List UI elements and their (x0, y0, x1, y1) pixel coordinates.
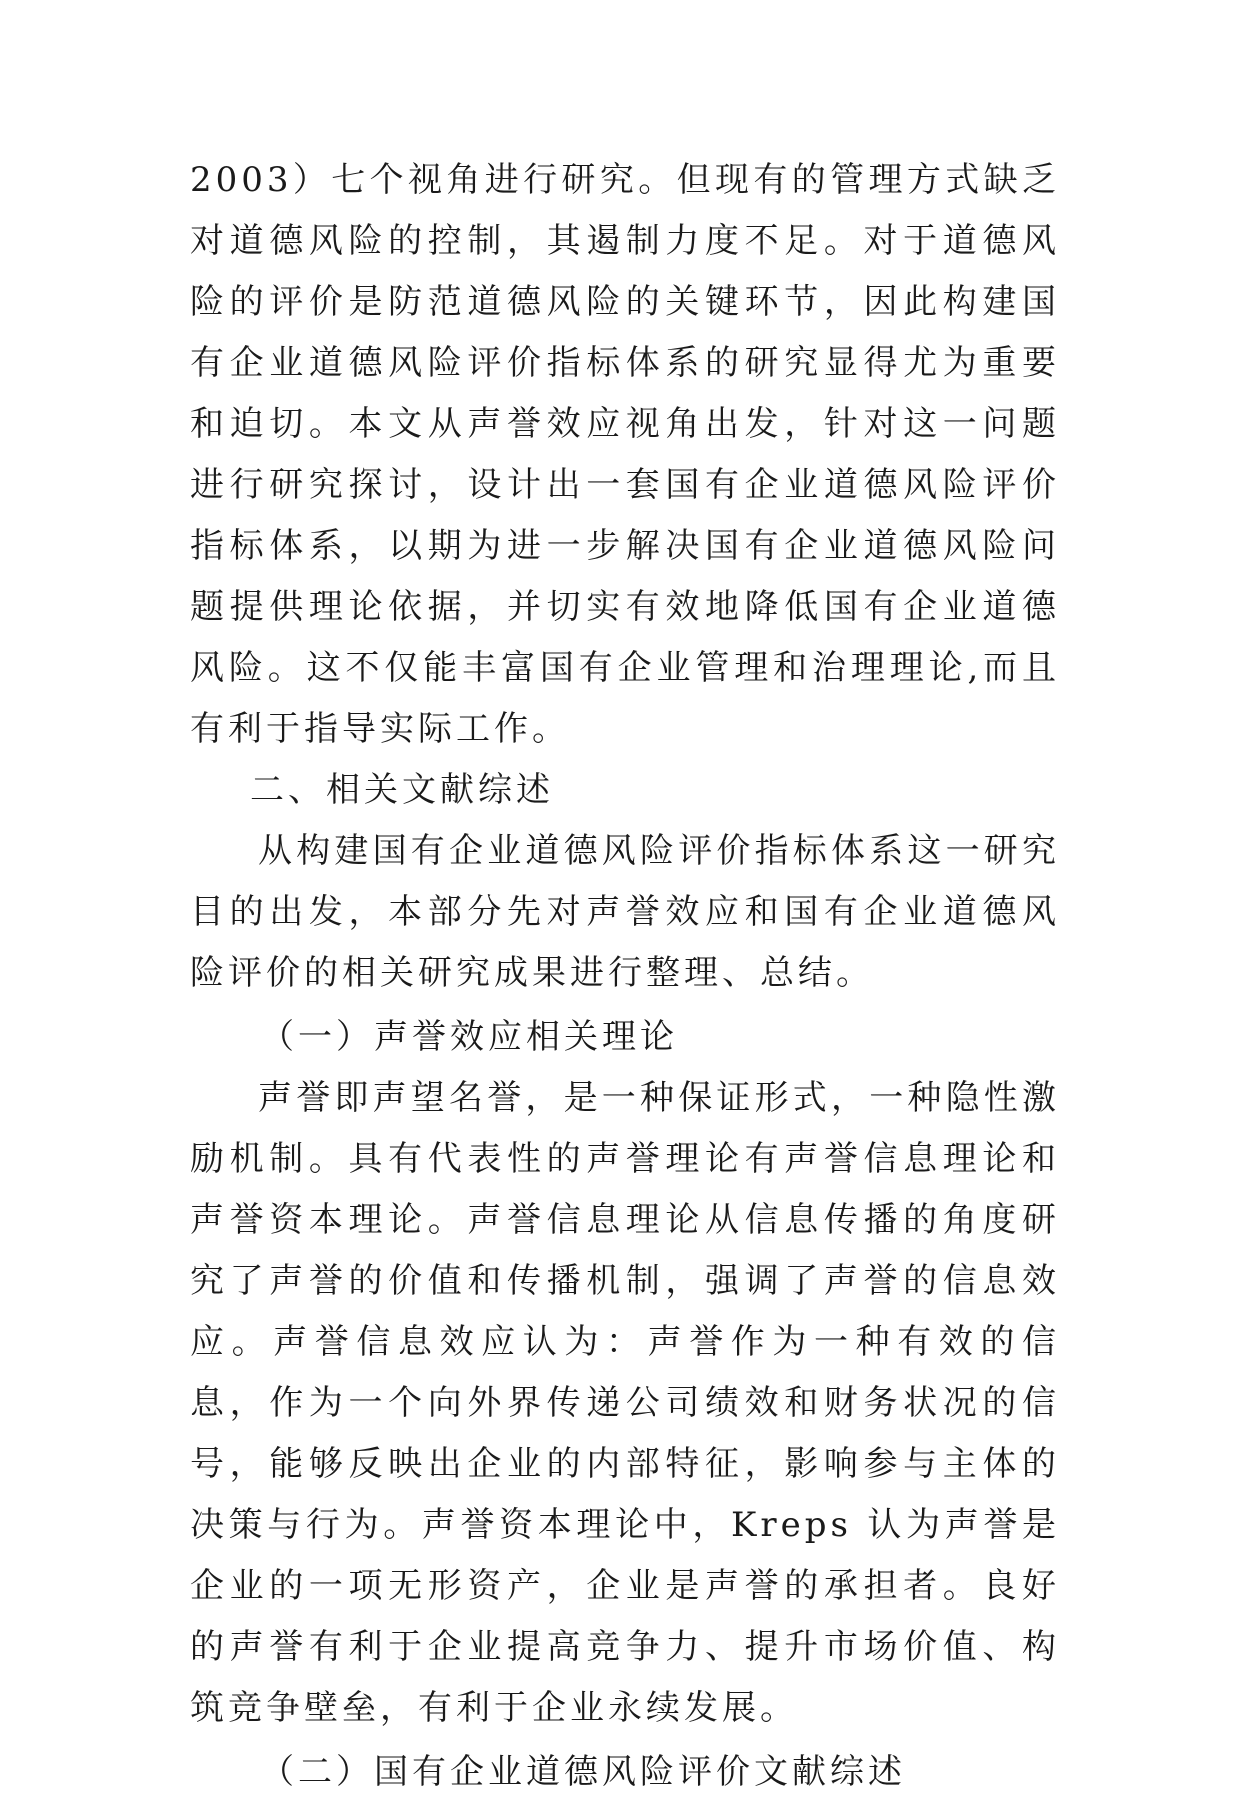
subsection-heading-moral-risk-review: （二）国有企业道德风险评价文献综述 (260, 1752, 906, 1792)
paragraph-section-intro: 从构建国有企业道德风险评价指标体系这一研究目的出发，本部分先对声誉效应和国有企业道德风险评价的相关研究成果进行整理、总结。 (190, 831, 1060, 993)
document-page (190, 150, 1060, 1803)
section-heading-literature-review: 二、相关文献综述 (250, 770, 554, 810)
paragraph-research-perspectives: 2003）七个视角进行研究。但现有的管理方式缺乏对道德风险的控制，其遏制力度不足。对于道德风险的评价是防范道德风险的关键环节，因此构建国有企业道德风险评价指标体系的研究显得尤为重要和迫切。本文从声誉效应视角出发，针对这一问题进行研究探讨，设计出一套国有企业道德风险评价指标体系，以期为进一步解决国有企业道德风险问题提供理论依据，并切实有效地降低国有企业道德风险。这不仅能丰富国有企业管理和治理理论,而且有利于指导实际工作。 (190, 160, 1060, 749)
paragraph-reputation-theory: 声誉即声望名誉，是一种保证形式，一种隐性激励机制。具有代表性的声誉理论有声誉信息理论和声誉资本理论。声誉信息理论从信息传播的角度研究了声誉的价值和传播机制，强调了声誉的信息效应。声誉信息效应认为：声誉作为一种有效的信息，作为一个向外界传递公司绩效和财务状况的信号，能够反映出企业的内部特征，影响参与主体的决策与行为。声誉资本理论中，Kreps 认为声誉是企业的一项无形资产，企业是声誉的承担者。良好的声誉有利于企业提高竞争力、提升市场价值、构筑竞争壁垒，有利于企业永续发展。 (190, 1078, 1060, 1728)
subsection-heading-reputation-theory: （一）声誉效应相关理论 (260, 1017, 678, 1057)
